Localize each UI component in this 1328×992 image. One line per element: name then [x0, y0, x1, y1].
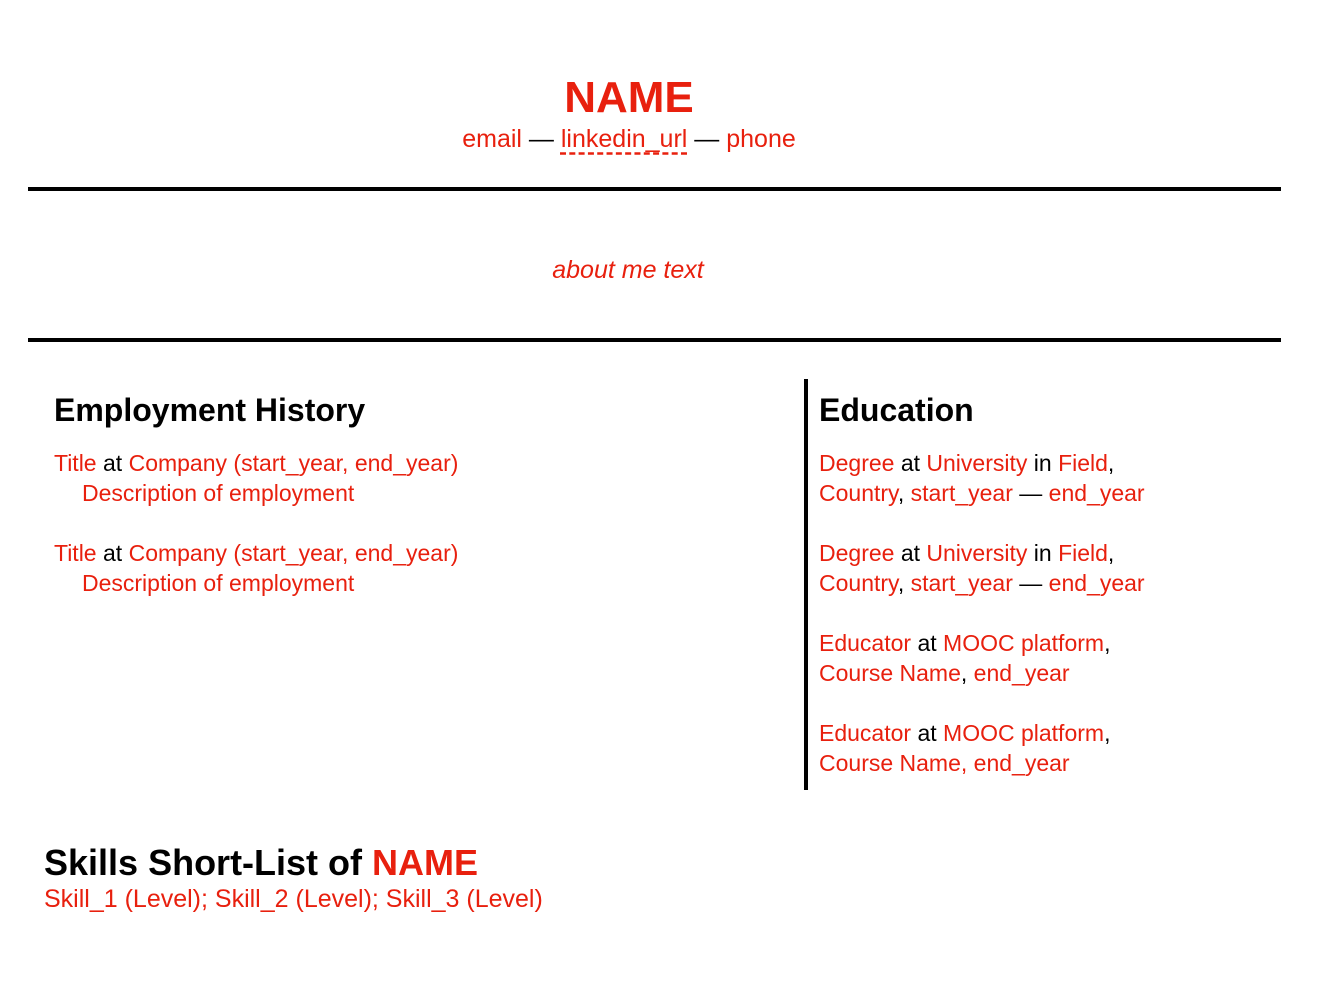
punctuation: ,: [1107, 450, 1115, 476]
contact-separator: —: [521, 125, 561, 153]
dash-separator: —: [1012, 570, 1049, 596]
educator-role: Educator: [819, 630, 912, 656]
punctuation: ,: [1104, 720, 1111, 746]
connector-text: at: [911, 720, 944, 746]
punctuation: ,: [1104, 630, 1111, 656]
connector-text: in: [1027, 540, 1059, 566]
punctuation: ,: [897, 480, 911, 506]
degree-text: Degree: [819, 450, 895, 476]
end-year-text: end_year: [1048, 570, 1145, 596]
punctuation: ,: [960, 660, 974, 686]
skills-section: [44, 842, 1244, 914]
company-text: Company (start_year, end_year): [128, 450, 459, 476]
column-divider: [804, 379, 808, 790]
skills-list: Skill_1 (Level); Skill_2 (Level); Skill_3 (Level): [44, 885, 543, 913]
resume-header: [0, 72, 1258, 154]
country-text: Country: [819, 480, 898, 506]
connector-text: at: [911, 630, 944, 656]
platform-text: MOOC platform: [943, 720, 1105, 746]
employment-entry: [54, 538, 774, 598]
linkedin-link[interactable]: linkedin_url: [560, 125, 688, 153]
job-title: Title: [54, 540, 97, 566]
contact-separator: —: [687, 125, 727, 153]
header-divider: [28, 187, 1281, 191]
education-section: [819, 390, 1299, 778]
university-text: University: [926, 450, 1028, 476]
course-entry: [819, 628, 1299, 688]
end-year-text: end_year: [973, 660, 1070, 686]
education-entry: [819, 538, 1299, 598]
connector-text: at: [894, 540, 927, 566]
email-text[interactable]: email: [462, 125, 522, 153]
education-heading: Education: [819, 392, 974, 428]
university-text: University: [926, 540, 1028, 566]
education-entry: [819, 448, 1299, 508]
country-text: Country: [819, 570, 898, 596]
dash-separator: —: [1012, 480, 1049, 506]
company-text: Company (start_year, end_year): [128, 540, 459, 566]
connector-text: at: [96, 540, 129, 566]
start-year-text: start_year: [910, 570, 1013, 596]
phone-text[interactable]: phone: [726, 125, 796, 153]
employment-section: [54, 390, 774, 598]
contact-line: [0, 124, 1258, 154]
about-divider: [28, 338, 1281, 342]
field-text: Field: [1058, 540, 1108, 566]
punctuation: ,: [897, 570, 911, 596]
course-entry: [819, 718, 1299, 778]
employment-heading: Employment History: [54, 392, 366, 428]
field-text: Field: [1058, 450, 1108, 476]
connector-text: at: [894, 450, 927, 476]
end-year-text: end_year: [1048, 480, 1145, 506]
skills-title-prefix: Skills Short-List of: [44, 842, 373, 883]
about-me: about me text: [552, 256, 704, 284]
punctuation: ,: [1107, 540, 1115, 566]
course-name: Course Name: [819, 660, 961, 686]
skills-heading: [44, 842, 1244, 884]
platform-text: MOOC platform: [943, 630, 1105, 656]
job-title: Title: [54, 450, 97, 476]
connector-text: at: [96, 450, 129, 476]
employment-entry: [54, 448, 774, 508]
connector-text: in: [1027, 450, 1059, 476]
skills-title-name: NAME: [372, 842, 479, 883]
job-description: Description of employment: [82, 480, 355, 506]
start-year-text: start_year: [910, 480, 1013, 506]
job-description: Description of employment: [82, 570, 355, 596]
educator-role: Educator: [819, 720, 912, 746]
degree-text: Degree: [819, 540, 895, 566]
candidate-name: NAME: [564, 73, 694, 122]
course-line: Course Name, end_year: [819, 750, 1070, 776]
